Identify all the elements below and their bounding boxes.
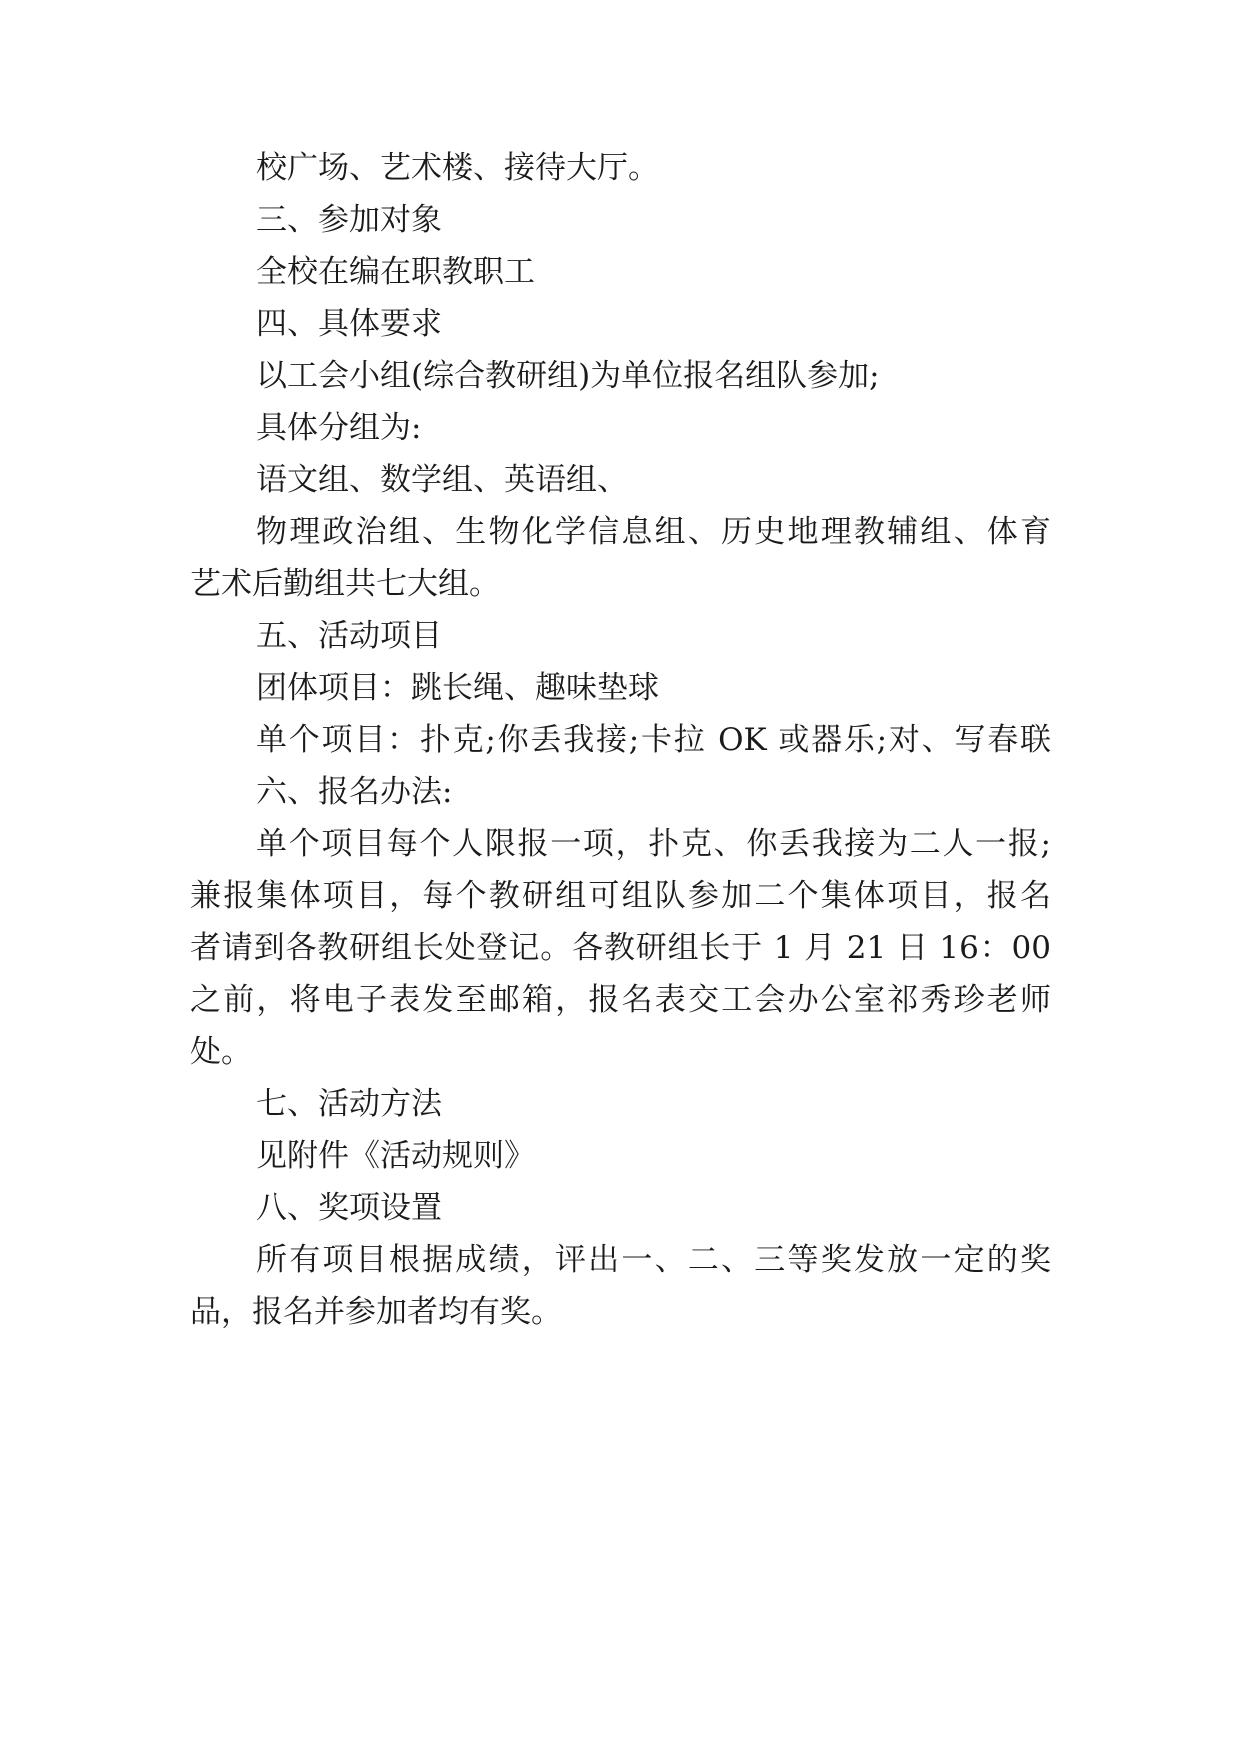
body-text-line: 所有项目根据成绩，评出一、二、三等奖发放一定的奖 [256, 1242, 1051, 1278]
section-heading-methods: 七、活动方法 [256, 1086, 442, 1122]
body-text-line: 兼报集体项目，每个教研组可组队参加二个集体项目，报名 [190, 878, 1051, 914]
body-text-line: 单个项目每个人限报一项，扑克、你丢我接为二人一报; [256, 826, 1051, 862]
body-text-line: 校广场、艺术楼、接待大厅。 [256, 150, 659, 186]
body-text-line: 者请到各教研组长处登记。各教研组长于 1 月 21 日 16：00 [190, 930, 1051, 966]
body-text-line: 全校在编在职教职工 [256, 254, 535, 290]
body-text-line: 处。 [190, 1034, 252, 1070]
body-text-line: 团体项目：跳长绳、趣味垫球 [256, 670, 659, 706]
body-text-line: 具体分组为: [256, 410, 422, 446]
body-text-line: 物理政治组、生物化学信息组、历史地理教辅组、体育 [256, 514, 1051, 550]
section-heading-activities: 五、活动项目 [256, 618, 442, 654]
body-text-line: 艺术后勤组共七大组。 [190, 566, 500, 602]
section-heading-registration: 六、报名办法: [256, 774, 453, 810]
body-text-line: 语文组、数学组、英语组、 [256, 462, 628, 498]
section-heading-awards: 八、奖项设置 [256, 1190, 442, 1226]
body-text-line: 品，报名并参加者均有奖。 [190, 1294, 562, 1330]
body-text-line: 单个项目：扑克;你丢我接;卡拉 OK 或器乐;对、写春联 [256, 722, 1051, 758]
section-heading-requirements: 四、具体要求 [256, 306, 442, 342]
body-text-line: 之前，将电子表发至邮箱，报名表交工会办公室祁秀珍老师 [190, 982, 1051, 1018]
body-text-line: 以工会小组(综合教研组)为单位报名组队参加; [256, 358, 880, 394]
body-text-line: 见附件《活动规则》 [256, 1138, 535, 1174]
section-heading-participants: 三、参加对象 [256, 202, 442, 238]
